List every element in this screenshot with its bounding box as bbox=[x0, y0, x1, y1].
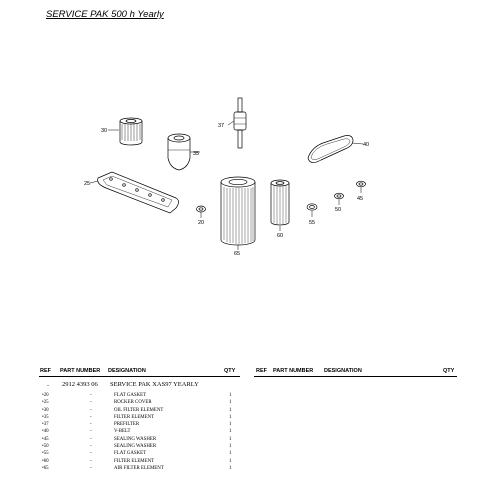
table-row bbox=[42, 450, 242, 457]
right-header-qty: QTY bbox=[443, 368, 455, 374]
pak-ref: - bbox=[47, 382, 49, 389]
left-header-rule bbox=[39, 376, 240, 377]
row-qty: 1 bbox=[229, 414, 232, 420]
flat-gasket-55-part bbox=[307, 204, 317, 217]
row-qty: 1 bbox=[229, 465, 232, 471]
table-row bbox=[42, 414, 242, 421]
row-qty: 1 bbox=[229, 444, 232, 450]
pak-part-number: 2912 4393 06 bbox=[62, 381, 98, 388]
row-qty: 1 bbox=[229, 422, 232, 428]
left-header-qty: QTY bbox=[224, 368, 236, 374]
row-part: - bbox=[90, 458, 92, 464]
row-part: - bbox=[90, 444, 92, 450]
left-header-designation: DESIGNATION bbox=[108, 368, 146, 374]
row-qty: 1 bbox=[229, 393, 232, 398]
callout-60: 60 bbox=[277, 233, 284, 239]
right-header-part-number: PART NUMBER bbox=[273, 368, 314, 374]
row-ref: •50 bbox=[42, 444, 49, 450]
right-header-rule bbox=[254, 376, 457, 377]
v-belt-part bbox=[308, 136, 363, 163]
air-filter-element-part bbox=[221, 177, 255, 250]
callout-37: 37 bbox=[218, 123, 225, 129]
row-part: - bbox=[90, 393, 92, 398]
callout-30: 30 bbox=[101, 128, 108, 134]
callout-45: 45 bbox=[357, 196, 364, 202]
table-row bbox=[42, 458, 242, 465]
table-row bbox=[42, 392, 242, 399]
callout-25: 25 bbox=[84, 181, 91, 187]
row-ref: •45 bbox=[42, 436, 49, 442]
row-designation: OIL FILTER ELEMENT bbox=[114, 407, 164, 413]
left-header-ref: REF bbox=[40, 368, 51, 374]
page-title: SERVICE PAK 500 h Yearly bbox=[46, 9, 164, 20]
row-part: - bbox=[90, 429, 92, 435]
right-header-ref: REF bbox=[256, 368, 267, 374]
row-qty: 1 bbox=[229, 458, 232, 464]
table-row bbox=[42, 399, 242, 406]
callout-40: 40 bbox=[363, 142, 370, 148]
row-designation: FILTER ELEMENT bbox=[114, 414, 155, 420]
callout-65: 65 bbox=[234, 251, 241, 257]
sealing-washer-45-part bbox=[357, 181, 366, 193]
prefilter-part bbox=[228, 98, 246, 148]
row-part: - bbox=[90, 414, 92, 420]
row-designation: AIR FILTER ELEMENT bbox=[114, 465, 164, 471]
sealing-washer-50-part bbox=[335, 193, 344, 205]
row-ref: •30 bbox=[42, 407, 49, 413]
row-ref: •65 bbox=[42, 465, 49, 471]
right-header-designation: DESIGNATION bbox=[324, 368, 362, 374]
callout-50: 50 bbox=[335, 207, 342, 213]
row-ref: •55 bbox=[42, 451, 49, 457]
table-row bbox=[42, 428, 242, 435]
filter-element-60-part bbox=[271, 180, 289, 231]
table-row bbox=[42, 443, 242, 450]
row-designation: ROCKER COVER bbox=[114, 400, 152, 406]
rocker-cover-gasket-part bbox=[90, 172, 179, 213]
row-qty: 1 bbox=[229, 436, 232, 442]
row-ref: •35 bbox=[42, 414, 49, 420]
row-designation: SEALING WASHER bbox=[114, 444, 157, 450]
row-designation: FLAT GASKET bbox=[114, 451, 147, 457]
row-part: - bbox=[90, 407, 92, 413]
row-qty: 1 bbox=[229, 407, 232, 413]
row-qty: 1 bbox=[229, 400, 232, 406]
row-ref: •37 bbox=[42, 422, 49, 428]
row-designation: SEALING WASHER bbox=[114, 436, 157, 442]
row-designation: V-BELT bbox=[114, 429, 131, 435]
callout-35: 35 bbox=[193, 151, 200, 157]
row-designation: PREFILTER bbox=[114, 422, 140, 428]
row-ref: •20 bbox=[42, 393, 49, 398]
flat-gasket-20-part bbox=[197, 206, 206, 218]
pak-designation: SERVICE PAK XAS97 YEARLY bbox=[110, 381, 199, 388]
row-part: - bbox=[90, 451, 92, 457]
table-row bbox=[42, 465, 242, 472]
row-designation: FLAT GASKET bbox=[114, 393, 147, 398]
row-designation: FILTER ELEMENT bbox=[114, 458, 155, 464]
row-part: - bbox=[90, 465, 92, 471]
callout-20: 20 bbox=[198, 220, 205, 226]
row-part: - bbox=[90, 436, 92, 442]
row-part: - bbox=[90, 400, 92, 406]
row-ref: •40 bbox=[42, 429, 49, 435]
table-row bbox=[42, 436, 242, 443]
callout-55: 55 bbox=[309, 220, 316, 226]
row-qty: 1 bbox=[229, 429, 232, 435]
table-row bbox=[42, 407, 242, 414]
table-row bbox=[42, 421, 242, 428]
left-header-part-number: PART NUMBER bbox=[60, 368, 101, 374]
oil-filter-element-part bbox=[108, 118, 142, 145]
row-ref: •25 bbox=[42, 400, 49, 406]
row-qty: 1 bbox=[229, 451, 232, 457]
row-part: - bbox=[90, 422, 92, 428]
row-ref: •60 bbox=[42, 458, 49, 464]
parts-list bbox=[42, 392, 242, 472]
